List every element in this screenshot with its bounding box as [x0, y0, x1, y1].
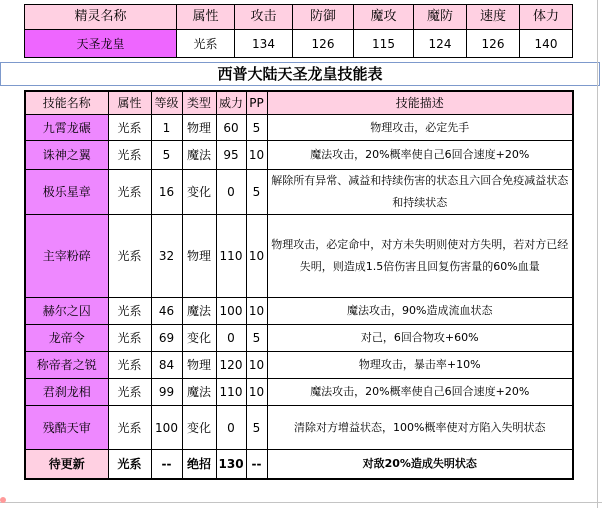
skill-power-cell: 0	[216, 170, 246, 215]
skill-row	[25, 141, 573, 170]
skill-level-cell: 46	[151, 298, 182, 325]
skill-name-cell: 龙帝令	[25, 325, 108, 352]
stats-value-cell: 126	[467, 30, 520, 58]
skills-header-cell: 技能描述	[267, 91, 573, 115]
skill-description-cell: 解除所有异常、减益和持续伤害的状态且六回合免疫减益状态和持续状态	[267, 170, 573, 215]
skill-type-cell: 绝招	[182, 450, 216, 480]
skill-power-cell: 95	[216, 141, 246, 170]
skill-power-cell: 120	[216, 352, 246, 379]
skill-name-cell: 残酷天审	[25, 406, 108, 450]
skill-pp-cell: 10	[246, 215, 267, 298]
stats-value-cell: 140	[520, 30, 573, 58]
skill-attribute-cell: 光系	[108, 298, 151, 325]
skill-attribute-cell: 光系	[108, 379, 151, 406]
skill-row	[25, 115, 573, 141]
skill-pp-cell: 10	[246, 141, 267, 170]
skills-header-row	[25, 91, 573, 115]
skill-attribute-cell: 光系	[108, 325, 151, 352]
skill-level-cell: 99	[151, 379, 182, 406]
skill-row	[25, 215, 573, 298]
skills-header-cell: 技能名称	[25, 91, 108, 115]
stats-value-cell: 光系	[177, 30, 235, 58]
skill-level-cell: 32	[151, 215, 182, 298]
stats-header-cell: 速度	[467, 5, 520, 30]
skill-type-cell: 物理	[182, 215, 216, 298]
stats-table	[24, 4, 573, 58]
stats-header-cell: 魔防	[414, 5, 467, 30]
skill-type-cell: 变化	[182, 406, 216, 450]
skill-row	[25, 298, 573, 325]
skill-level-cell: 100	[151, 406, 182, 450]
skill-name-cell: 诛神之翼	[25, 141, 108, 170]
skill-description-cell: 物理攻击，必定先手	[267, 115, 573, 141]
skills-header-cell: 属性	[108, 91, 151, 115]
skill-type-cell: 物理	[182, 115, 216, 141]
skill-power-cell: 0	[216, 406, 246, 450]
skill-attribute-cell: 光系	[108, 141, 151, 170]
skill-power-cell: 110	[216, 379, 246, 406]
skills-table	[24, 90, 574, 480]
stats-header-cell: 属性	[177, 5, 235, 30]
skill-level-cell: 84	[151, 352, 182, 379]
skill-row	[25, 352, 573, 379]
skills-header-cell: 等级	[151, 91, 182, 115]
stats-header-cell: 体力	[520, 5, 573, 30]
skill-pp-cell: 10	[246, 352, 267, 379]
skill-pp-cell: 5	[246, 406, 267, 450]
skill-attribute-cell: 光系	[108, 352, 151, 379]
skill-type-cell: 魔法	[182, 141, 216, 170]
skill-row	[25, 450, 573, 480]
stats-header-cell: 攻击	[235, 5, 293, 30]
skill-pp-cell: 10	[246, 298, 267, 325]
page-title: 西普大陆天圣龙皇技能表	[0, 62, 600, 86]
skill-name-cell: 称帝者之锐	[25, 352, 108, 379]
skill-attribute-cell: 光系	[108, 406, 151, 450]
skill-attribute-cell: 光系	[108, 450, 151, 480]
skill-level-cell: 69	[151, 325, 182, 352]
skill-name-cell: 极乐星章	[25, 170, 108, 215]
skill-attribute-cell: 光系	[108, 170, 151, 215]
skills-header-cell: 威力	[216, 91, 246, 115]
skill-description-cell: 物理攻击，必定命中，对方未失明则使对方失明，若对方已经失明，则造成1.5倍伤害且回复伤害量的60%血量	[267, 215, 573, 298]
window-frame-bottom	[0, 502, 602, 503]
skill-description-cell: 物理攻击，暴击率+10%	[267, 352, 573, 379]
skill-type-cell: 物理	[182, 352, 216, 379]
stats-value-cell: 115	[354, 30, 414, 58]
skill-level-cell: 16	[151, 170, 182, 215]
skill-row	[25, 406, 573, 450]
skill-description-cell: 魔法攻击，90%造成流血状态	[267, 298, 573, 325]
skill-attribute-cell: 光系	[108, 115, 151, 141]
stats-value-cell: 126	[293, 30, 354, 58]
skill-row	[25, 379, 573, 406]
skill-level-cell: 5	[151, 141, 182, 170]
skills-header-cell: 类型	[182, 91, 216, 115]
stats-value-cell: 134	[235, 30, 293, 58]
skill-level-cell: 1	[151, 115, 182, 141]
skill-type-cell: 变化	[182, 325, 216, 352]
skill-pp-cell: --	[246, 450, 267, 480]
skill-name-cell: 君刹龙相	[25, 379, 108, 406]
skill-row	[25, 170, 573, 215]
skill-description-cell: 对敌20%造成失明状态	[267, 450, 573, 480]
skill-level-cell: --	[151, 450, 182, 480]
skill-description-cell: 魔法攻击，20%概率使自己6回合速度+20%	[267, 379, 573, 406]
skill-pp-cell: 5	[246, 115, 267, 141]
stats-header-cell: 防御	[293, 5, 354, 30]
skill-power-cell: 100	[216, 298, 246, 325]
stats-value-cell: 124	[414, 30, 467, 58]
skill-pp-cell: 5	[246, 170, 267, 215]
skill-row	[25, 325, 573, 352]
corner-mark-icon	[0, 497, 6, 503]
stats-header-cell: 精灵名称	[25, 5, 177, 30]
skill-description-cell: 魔法攻击，20%概率使自己6回合速度+20%	[267, 141, 573, 170]
skill-description-cell: 对己，6回合物攻+60%	[267, 325, 573, 352]
skill-name-cell: 九霄龙碾	[25, 115, 108, 141]
skill-power-cell: 110	[216, 215, 246, 298]
skill-name-cell: 赫尔之囚	[25, 298, 108, 325]
skill-name-cell: 主宰粉碎	[25, 215, 108, 298]
skill-description-cell: 清除对方增益状态，100%概率使对方陷入失明状态	[267, 406, 573, 450]
skill-type-cell: 魔法	[182, 298, 216, 325]
skill-pp-cell: 5	[246, 325, 267, 352]
stats-header-cell: 魔攻	[354, 5, 414, 30]
skill-power-cell: 0	[216, 325, 246, 352]
skill-name-cell: 待更新	[25, 450, 108, 480]
skill-type-cell: 魔法	[182, 379, 216, 406]
spirit-name: 天圣龙皇	[25, 30, 177, 58]
stats-value-row	[25, 30, 573, 58]
skill-type-cell: 变化	[182, 170, 216, 215]
skill-power-cell: 60	[216, 115, 246, 141]
stats-header-row	[25, 5, 573, 30]
window-frame-right	[597, 0, 598, 508]
skill-attribute-cell: 光系	[108, 215, 151, 298]
skills-header-cell: PP	[246, 91, 267, 115]
skill-pp-cell: 10	[246, 379, 267, 406]
skill-power-cell: 130	[216, 450, 246, 480]
